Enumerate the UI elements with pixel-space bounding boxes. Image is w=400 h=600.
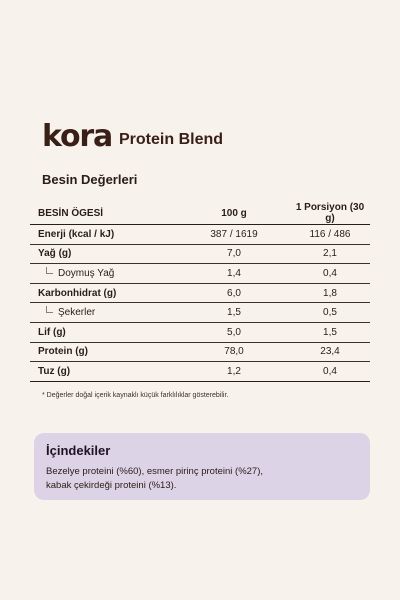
- row-name: Şekerler: [58, 307, 96, 319]
- row-name-sub: [30, 303, 178, 323]
- row-per-portion: 1,8: [282, 283, 370, 303]
- row-name: Enerji (kcal / kJ): [30, 225, 178, 245]
- table-row: [30, 362, 370, 382]
- header-nutrient: BESİN ÖGESİ: [30, 202, 178, 225]
- row-per-100g: 1,5: [178, 303, 282, 323]
- table-row: [30, 225, 370, 245]
- row-per-portion: 116 / 486: [282, 225, 370, 245]
- row-name-sub: [30, 264, 178, 284]
- brand-subtitle: Protein Blend: [119, 131, 224, 148]
- ingredients-box: [34, 433, 370, 500]
- table-row: [30, 264, 370, 284]
- row-per-portion: 1,5: [282, 322, 370, 342]
- footnote: * Değerler doğal içerik kaynaklı küçük farklılıklar gösterebilir.: [42, 392, 229, 399]
- row-per-100g: 6,0: [178, 283, 282, 303]
- row-name: Lif (g): [30, 322, 178, 342]
- row-name: Tuz (g): [30, 362, 178, 382]
- row-name: Yağ (g): [30, 244, 178, 264]
- row-per-100g: 1,4: [178, 264, 282, 284]
- row-per-portion: 2,1: [282, 244, 370, 264]
- row-name: Protein (g): [30, 342, 178, 362]
- table-row: [30, 303, 370, 323]
- row-per-portion: 23,4: [282, 342, 370, 362]
- brand-header: [42, 119, 224, 154]
- row-per-100g: 78,0: [178, 342, 282, 362]
- row-per-100g: 387 / 1619: [178, 225, 282, 245]
- table-row: [30, 244, 370, 264]
- header-per-portion: 1 Porsiyon (30 g): [282, 202, 370, 225]
- row-per-100g: 7,0: [178, 244, 282, 264]
- table-row: [30, 342, 370, 362]
- brand-logo: kora: [42, 119, 112, 154]
- ingredients-line: Bezelye proteini (%60), esmer pirinç proteini (%27),: [46, 466, 264, 477]
- nutrition-title: Besin Değerleri: [42, 172, 138, 187]
- table-row: [30, 322, 370, 342]
- row-per-portion: 0,4: [282, 362, 370, 382]
- ingredients-text: [46, 465, 358, 493]
- header-per-100g: 100 g: [178, 202, 282, 225]
- row-name: Doymuş Yağ: [58, 267, 115, 279]
- row-per-portion: 0,5: [282, 303, 370, 323]
- nutrition-table: [30, 202, 370, 382]
- row-per-portion: 0,4: [282, 264, 370, 284]
- sub-item-corner-icon: [46, 267, 53, 274]
- row-name: Karbonhidrat (g): [30, 283, 178, 303]
- row-per-100g: 1,2: [178, 362, 282, 382]
- ingredients-title: İçindekiler: [46, 443, 111, 458]
- table-row: [30, 283, 370, 303]
- ingredients-line: kabak çekirdeği proteini (%13).: [46, 480, 177, 491]
- row-per-100g: 5,0: [178, 322, 282, 342]
- nutrition-header-row: [30, 202, 370, 225]
- sub-item-corner-icon: [46, 306, 53, 313]
